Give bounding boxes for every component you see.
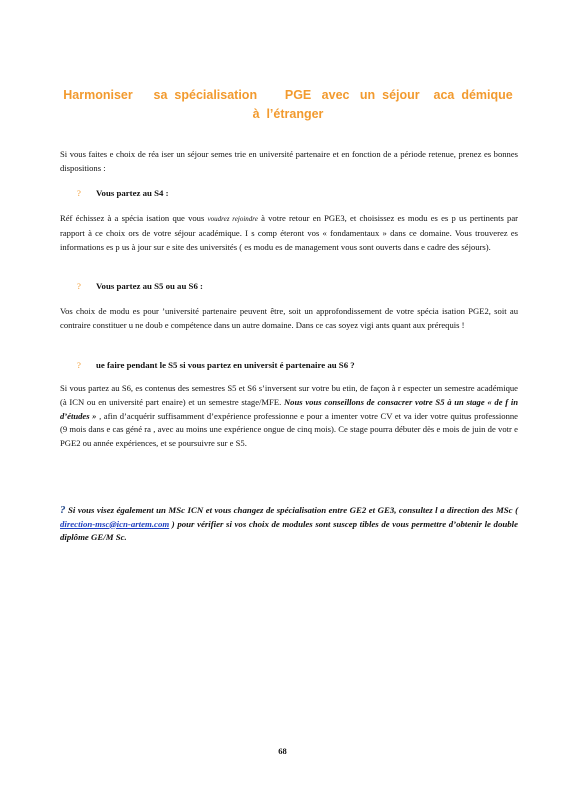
bullet-icon: ? xyxy=(77,281,81,291)
msc-note xyxy=(60,504,518,545)
section-s5-question-heading xyxy=(77,360,355,370)
section-s4-heading xyxy=(77,188,169,198)
note-mark-icon: ? xyxy=(60,504,66,516)
section-s5-s6-paragraph: Vos choix de modu es pour ’université partenaire peuvent être, soit un approfondissement de votre spécia isation PGE2, soit au contraire constituer u ne doub e compétence dans un autre domaine. Dans ce cas soyez vigi ants quant aux prérequis ! xyxy=(60,306,518,330)
section-s5-question-heading-text: ue faire pendant le S5 si vous partez en universit é partenaire au S6 ? xyxy=(96,360,355,370)
section-s5-question-paragraph xyxy=(60,382,518,451)
section-s5-s6-heading xyxy=(77,281,203,291)
bullet-icon: ? xyxy=(77,188,81,198)
section-s5-text-2: , afin d’acquérir suffisamment d’expérience professionne e pour a imenter votre CV et va ider votre quitus professionne (9 mois dans e cas géné ra , avec au moins une expérience ongue de cinq mois). Ce stage pourra débuter dès e mois de juin de votr e PGE2 ou année expériences, et se poursuivre sur e S5. xyxy=(60,410,518,449)
title-line-2: à l’étranger xyxy=(252,107,324,121)
title-line-1: Harmoniser sa spécialisation PGE avec un séjour aca démique xyxy=(63,88,513,102)
bullet-icon: ? xyxy=(77,360,81,370)
note-text-1: Si vous visez également un MSc ICN et vous changez de spécialisation entre GE2 et GE3, consultez l a direction des MSc ( xyxy=(65,505,518,515)
section-s4-heading-text: Vous partez au S4 : xyxy=(96,188,169,198)
section-s5-s6-heading-text: Vous partez au S5 ou au S6 : xyxy=(96,281,203,291)
section-s5-text-1: Si vous partez au S6, es contenus des semestres S5 et S6 s’inversent sur votre bu etin, de façon à r especter un semestre académique (à ICN ou en université part enaire) et un semestre stage/MFE. xyxy=(60,383,518,407)
intro-paragraph: Si vous faites e choix de réa iser un séjour semes trie en université partenaire et en fonction de a période retenue, prenez es bonnes dispositions : xyxy=(60,149,518,173)
page-number: 68 xyxy=(278,746,287,756)
msc-email-link[interactable]: direction-msc@icn-artem.com xyxy=(60,518,170,529)
section-s5-bold: Nous vous conseillons de consacrer votre S5 à un stage « de f in d’études » xyxy=(60,396,518,421)
page-title xyxy=(58,86,518,124)
section-s4-text-2: à votre retour en PGE3, et choisissez es modu es es p us pertinents par rapport à ce choix ors de votre séjour académique. I s comp éteront vos « fondamentaux » dans ce domaine. Vous trouverez es informations es p us à jour sur e site des universités ( es modu es de management vous sont ouverts dans e cadre des séjours). xyxy=(60,213,519,252)
section-s4-text-1: Réf échissez à a spécia isation que vous xyxy=(60,213,208,223)
section-s4-italic: voudrez rejoindre xyxy=(207,215,258,223)
section-s4-paragraph xyxy=(60,212,518,254)
note-text-2: ) pour vérifier si vos choix de modules sont suscep tibles de vous permettre d’obtenir le double diplôme GE/M Sc. xyxy=(60,518,518,542)
